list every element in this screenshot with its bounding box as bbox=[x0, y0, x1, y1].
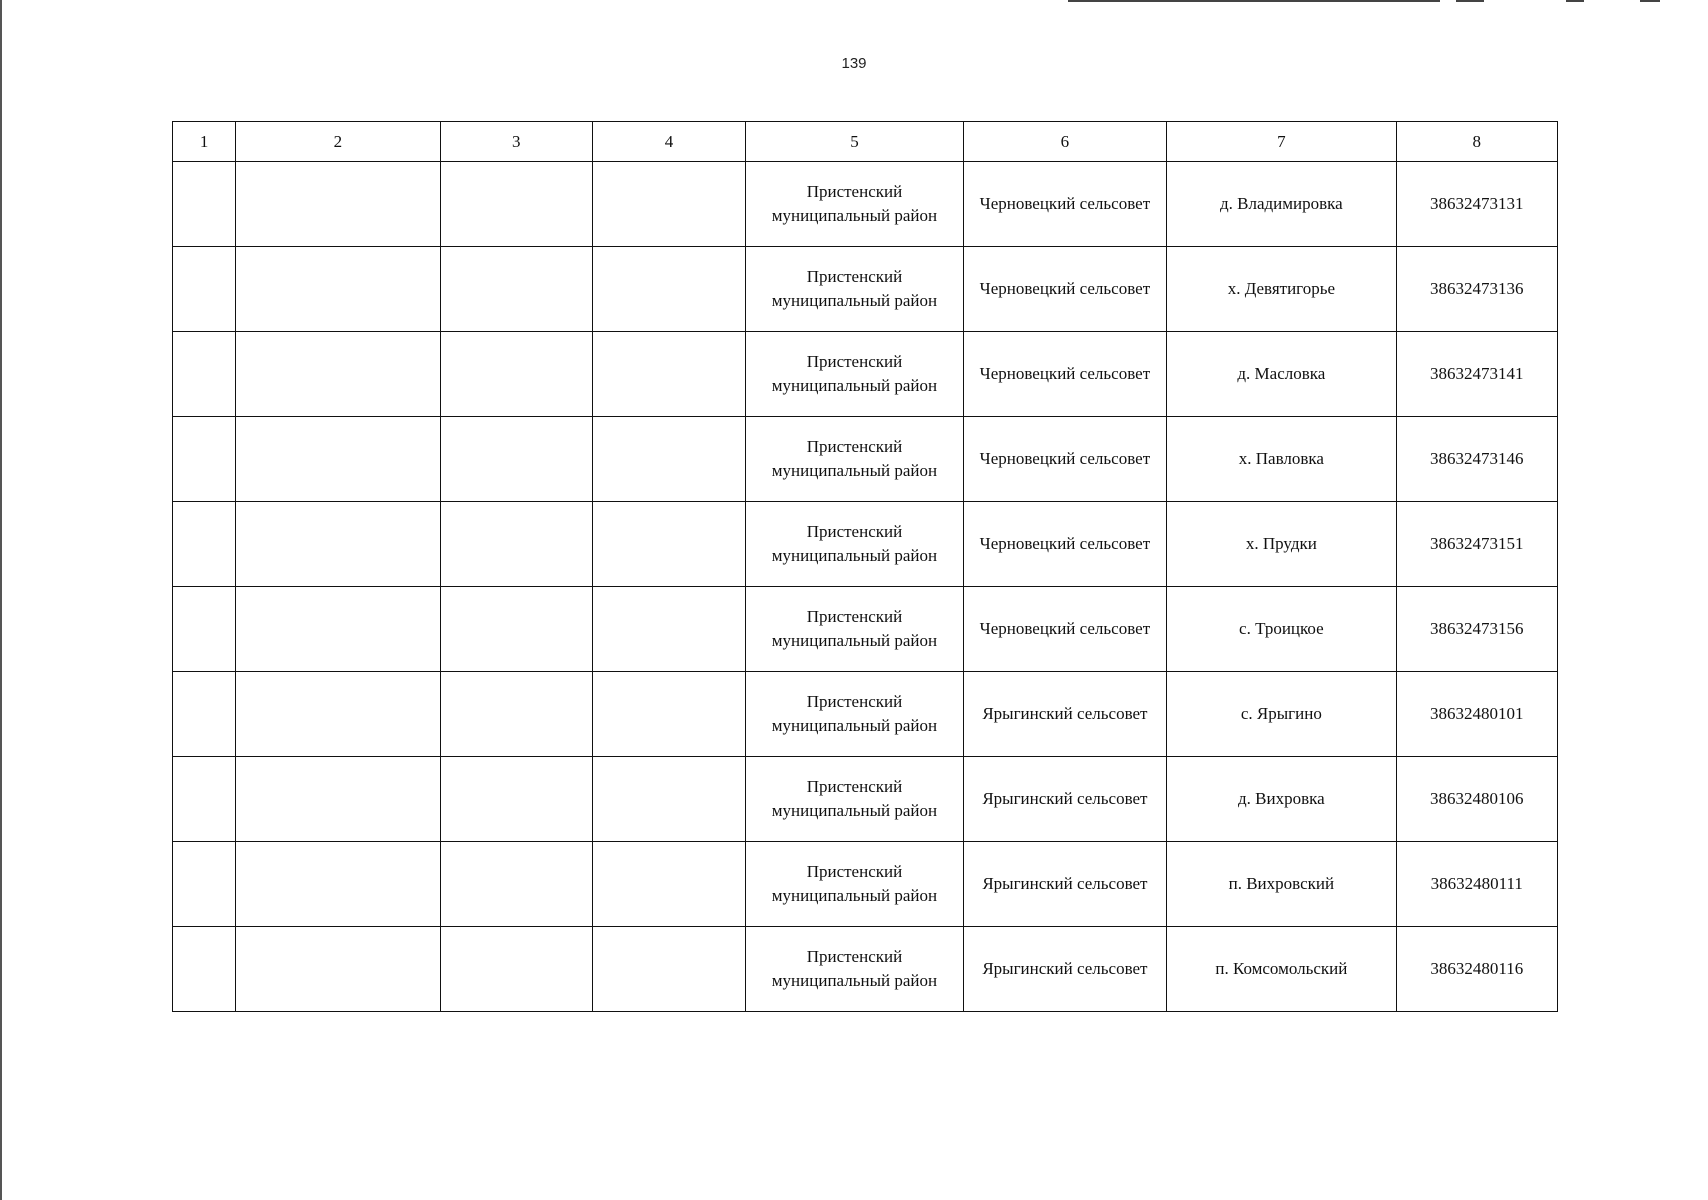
cell-council: Ярыгинский сельсовет bbox=[963, 927, 1166, 1012]
cell-district: Пристенский муниципальный район bbox=[746, 587, 963, 672]
cell-col3 bbox=[440, 332, 592, 417]
cell-settlement: д. Масловка bbox=[1167, 332, 1396, 417]
page-number: 139 bbox=[841, 55, 867, 72]
cell-col1 bbox=[173, 162, 236, 247]
table-row bbox=[173, 587, 1558, 672]
cell-code: 38632473136 bbox=[1396, 247, 1557, 332]
cell-settlement: с. Троицкое bbox=[1167, 587, 1396, 672]
cell-col1 bbox=[173, 332, 236, 417]
cell-code: 38632480111 bbox=[1396, 842, 1557, 927]
cell-col4 bbox=[592, 162, 745, 247]
column-header: 3 bbox=[440, 122, 592, 162]
cell-district: Пристенский муниципальный район bbox=[746, 672, 963, 757]
table-row bbox=[173, 502, 1558, 587]
cell-council: Черновецкий сельсовет bbox=[963, 417, 1166, 502]
cell-district: Пристенский муниципальный район bbox=[746, 842, 963, 927]
cell-council: Черновецкий сельсовет bbox=[963, 247, 1166, 332]
cell-col3 bbox=[440, 162, 592, 247]
cell-code: 38632473131 bbox=[1396, 162, 1557, 247]
cell-col2 bbox=[236, 757, 440, 842]
cell-settlement: п. Вихровский bbox=[1167, 842, 1396, 927]
cell-code: 38632473146 bbox=[1396, 417, 1557, 502]
scan-edge-top bbox=[1068, 0, 1440, 2]
column-header: 7 bbox=[1167, 122, 1396, 162]
scan-edge-top bbox=[1566, 0, 1584, 2]
cell-council: Ярыгинский сельсовет bbox=[963, 757, 1166, 842]
cell-col1 bbox=[173, 587, 236, 672]
cell-col1 bbox=[173, 842, 236, 927]
cell-col2 bbox=[236, 587, 440, 672]
table-row bbox=[173, 842, 1558, 927]
cell-col1 bbox=[173, 247, 236, 332]
column-header: 1 bbox=[173, 122, 236, 162]
cell-col2 bbox=[236, 842, 440, 927]
column-header: 5 bbox=[746, 122, 963, 162]
cell-col1 bbox=[173, 757, 236, 842]
cell-col2 bbox=[236, 162, 440, 247]
cell-district: Пристенский муниципальный район bbox=[746, 502, 963, 587]
cell-code: 38632480106 bbox=[1396, 757, 1557, 842]
cell-council: Ярыгинский сельсовет bbox=[963, 672, 1166, 757]
column-header: 4 bbox=[592, 122, 745, 162]
cell-council: Черновецкий сельсовет bbox=[963, 332, 1166, 417]
column-header: 8 bbox=[1396, 122, 1557, 162]
cell-col4 bbox=[592, 332, 745, 417]
cell-col3 bbox=[440, 417, 592, 502]
scan-edge-top bbox=[1456, 0, 1484, 2]
column-header: 6 bbox=[963, 122, 1166, 162]
cell-settlement: с. Ярыгино bbox=[1167, 672, 1396, 757]
cell-col3 bbox=[440, 927, 592, 1012]
cell-col2 bbox=[236, 502, 440, 587]
cell-code: 38632480101 bbox=[1396, 672, 1557, 757]
table-row bbox=[173, 247, 1558, 332]
cell-col4 bbox=[592, 672, 745, 757]
cell-code: 38632473141 bbox=[1396, 332, 1557, 417]
cell-settlement: х. Прудки bbox=[1167, 502, 1396, 587]
cell-col2 bbox=[236, 247, 440, 332]
cell-col3 bbox=[440, 757, 592, 842]
cell-settlement: х. Девятигорье bbox=[1167, 247, 1396, 332]
cell-council: Черновецкий сельсовет bbox=[963, 162, 1166, 247]
cell-council: Ярыгинский сельсовет bbox=[963, 842, 1166, 927]
cell-district: Пристенский муниципальный район bbox=[746, 332, 963, 417]
cell-col4 bbox=[592, 927, 745, 1012]
cell-col3 bbox=[440, 247, 592, 332]
cell-col1 bbox=[173, 417, 236, 502]
scan-edge-top bbox=[1640, 0, 1660, 2]
table-row bbox=[173, 162, 1558, 247]
cell-col1 bbox=[173, 672, 236, 757]
cell-col4 bbox=[592, 587, 745, 672]
cell-col3 bbox=[440, 502, 592, 587]
data-table bbox=[172, 121, 1558, 1012]
cell-col3 bbox=[440, 672, 592, 757]
cell-settlement: д. Владимировка bbox=[1167, 162, 1396, 247]
cell-district: Пристенский муниципальный район bbox=[746, 927, 963, 1012]
table-header-row bbox=[173, 122, 1558, 162]
cell-district: Пристенский муниципальный район bbox=[746, 417, 963, 502]
cell-col4 bbox=[592, 247, 745, 332]
table-row bbox=[173, 927, 1558, 1012]
cell-district: Пристенский муниципальный район bbox=[746, 162, 963, 247]
table-row bbox=[173, 757, 1558, 842]
cell-council: Черновецкий сельсовет bbox=[963, 502, 1166, 587]
cell-district: Пристенский муниципальный район bbox=[746, 247, 963, 332]
cell-col3 bbox=[440, 842, 592, 927]
cell-col4 bbox=[592, 757, 745, 842]
cell-col2 bbox=[236, 927, 440, 1012]
cell-col1 bbox=[173, 927, 236, 1012]
column-header: 2 bbox=[236, 122, 440, 162]
cell-council: Черновецкий сельсовет bbox=[963, 587, 1166, 672]
cell-code: 38632473156 bbox=[1396, 587, 1557, 672]
cell-col1 bbox=[173, 502, 236, 587]
cell-district: Пристенский муниципальный район bbox=[746, 757, 963, 842]
cell-settlement: п. Комсомольский bbox=[1167, 927, 1396, 1012]
cell-settlement: д. Вихровка bbox=[1167, 757, 1396, 842]
cell-code: 38632473151 bbox=[1396, 502, 1557, 587]
table-row bbox=[173, 332, 1558, 417]
cell-col2 bbox=[236, 332, 440, 417]
cell-col4 bbox=[592, 842, 745, 927]
cell-col2 bbox=[236, 672, 440, 757]
cell-code: 38632480116 bbox=[1396, 927, 1557, 1012]
cell-col3 bbox=[440, 587, 592, 672]
cell-col2 bbox=[236, 417, 440, 502]
scan-edge-left bbox=[0, 0, 2, 1200]
cell-settlement: х. Павловка bbox=[1167, 417, 1396, 502]
table-row bbox=[173, 417, 1558, 502]
table-row bbox=[173, 672, 1558, 757]
cell-col4 bbox=[592, 502, 745, 587]
cell-col4 bbox=[592, 417, 745, 502]
